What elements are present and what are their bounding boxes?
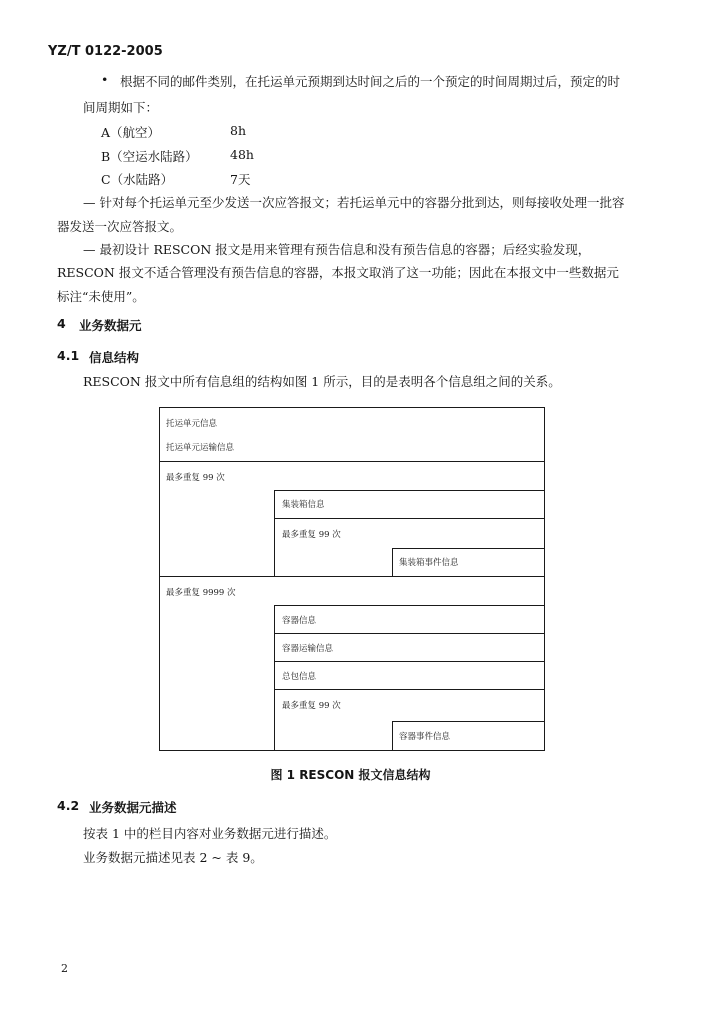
bullet-text-line1: 根据不同的邮件类别，在托运单元预期到达时间之后的一个预定的时间周期过后，预定的时 [120, 74, 621, 89]
paragraph-line: — 针对每个托运单元至少发送一次应答报文；若托运单元中的容器分批到达，则每接收处理一批容 [83, 195, 625, 210]
document-code: YZ/T 0122-2005 [48, 44, 163, 59]
section-title: 业务数据元 [79, 318, 142, 333]
category-value: 8h [230, 123, 247, 138]
paragraph-line: 标注“未使用”。 [57, 289, 145, 304]
body-text: 业务数据元描述见表 2 ~ 表 9。 [83, 850, 263, 865]
consignment-info-label: 托运单元信息 [166, 419, 218, 429]
category-label: A（航空） [101, 125, 161, 140]
subsection-title: 业务数据元描述 [89, 800, 177, 815]
repeat-label: 最多重复 99 次 [282, 530, 341, 540]
repeat-label: 最多重复 99 次 [166, 473, 225, 483]
receptacle-info-label: 容器信息 [282, 616, 317, 626]
paragraph-line: RESCON 报文不适合管理没有预告信息的容器，本报文取消了这一功能；因此在本报文中一些数据元 [57, 265, 619, 280]
receptacle-transport-label: 容器运输信息 [282, 644, 334, 654]
consignment-transport-label: 托运单元运输信息 [166, 443, 235, 453]
category-value: 48h [230, 147, 254, 162]
subsection-title: 信息结构 [89, 350, 140, 365]
figure-caption: 图 1 RESCON 报文信息结构 [270, 768, 431, 782]
repeat-label: 最多重复 9999 次 [166, 588, 236, 598]
category-label: C（水陆路） [101, 172, 174, 187]
repeat-label: 最多重复 99 次 [282, 701, 341, 711]
body-text: 按表 1 中的栏目内容对业务数据元进行描述。 [83, 826, 337, 841]
consignment-box [159, 407, 545, 462]
category-label: B（空运水陆路） [101, 149, 198, 164]
section-number: 4 [57, 316, 66, 331]
structure-diagram [159, 407, 545, 751]
page-number: 2 [61, 962, 68, 975]
paragraph-line: — 最初设计 RESCON 报文是用来管理有预告信息和没有预告信息的容器；后经实验发现， [83, 242, 591, 257]
parcel-info-label: 总包信息 [282, 672, 317, 682]
bullet-marker: • [101, 72, 109, 87]
receptacle-event-label: 容器事件信息 [399, 732, 451, 742]
paragraph-line: 器发送一次应答报文。 [57, 219, 183, 234]
subsection-number: 4.1 [57, 348, 80, 363]
body-text: RESCON 报文中所有信息组的结构如图 1 所示，目的是表明各个信息组之间的关系。 [83, 374, 561, 389]
bullet-text-line2: 间周期如下： [83, 100, 159, 115]
subsection-number: 4.2 [57, 798, 80, 813]
category-value: 7天 [230, 172, 251, 187]
container-info-label: 集装箱信息 [282, 500, 325, 510]
container-event-label: 集装箱事件信息 [399, 558, 459, 568]
